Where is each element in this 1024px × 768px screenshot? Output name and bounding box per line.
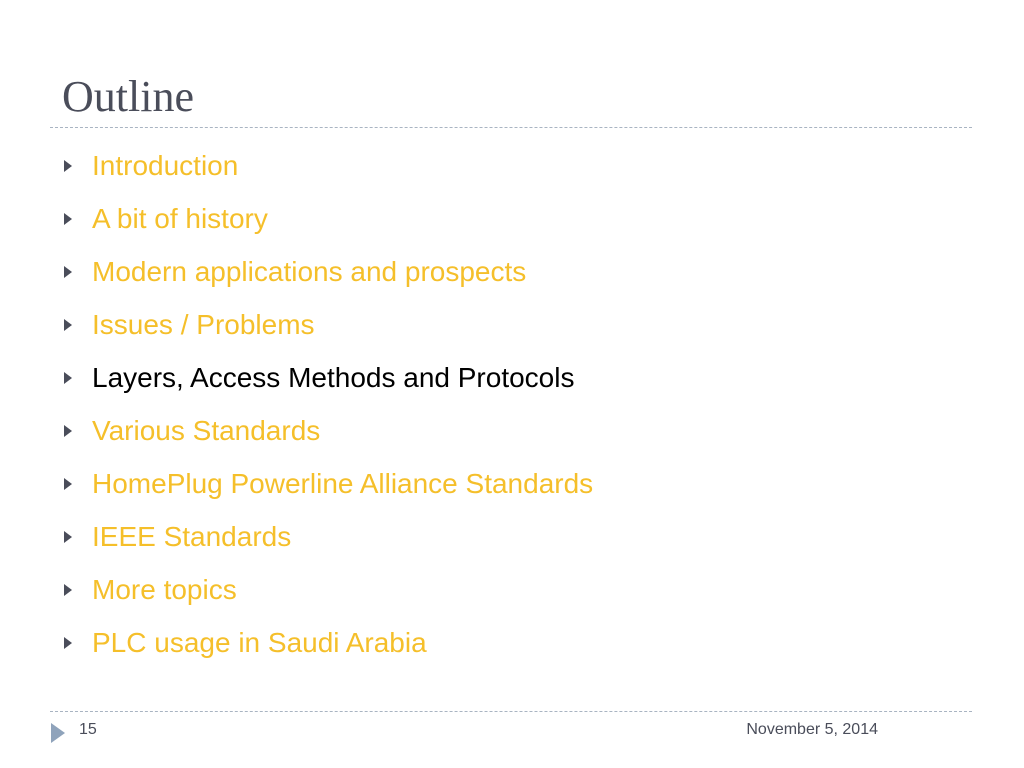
triangle-bullet-icon <box>64 160 72 172</box>
footer-arrow-icon <box>51 723 65 743</box>
outline-item-introduction <box>62 139 593 192</box>
outline-item-label: Introduction <box>92 149 239 181</box>
triangle-bullet-icon <box>64 584 72 596</box>
outline-item-applications <box>62 245 593 298</box>
triangle-bullet-icon <box>64 319 72 331</box>
outline-item-standards <box>62 404 593 457</box>
triangle-bullet-icon <box>64 478 72 490</box>
triangle-bullet-icon <box>64 637 72 649</box>
outline-item-saudi-arabia <box>62 616 593 669</box>
footer-divider <box>50 711 972 712</box>
outline-item-label: Various Standards <box>92 414 321 446</box>
outline-list <box>62 139 593 669</box>
slide-number: 15 <box>79 721 97 738</box>
slide-date: November 5, 2014 <box>746 721 878 738</box>
outline-item-label: HomePlug Powerline Alliance Standards <box>92 467 594 499</box>
triangle-bullet-icon <box>64 372 72 384</box>
triangle-bullet-icon <box>64 266 72 278</box>
triangle-bullet-icon <box>64 425 72 437</box>
outline-item-label: A bit of history <box>92 202 268 234</box>
outline-item-label: Modern applications and prospects <box>92 255 527 287</box>
triangle-bullet-icon <box>64 531 72 543</box>
outline-item-label-current: Layers, Access Methods and Protocols <box>92 361 575 393</box>
outline-item-more-topics <box>62 563 593 616</box>
outline-item-layers <box>62 351 593 404</box>
slide-title: Outline <box>62 72 194 121</box>
outline-item-history <box>62 192 593 245</box>
outline-item-label: IEEE Standards <box>92 520 292 552</box>
outline-item-issues <box>62 298 593 351</box>
outline-item-label: More topics <box>92 573 237 605</box>
outline-item-label: Issues / Problems <box>92 308 315 340</box>
outline-item-ieee <box>62 510 593 563</box>
triangle-bullet-icon <box>64 213 72 225</box>
outline-item-homeplug <box>62 457 593 510</box>
outline-item-label: PLC usage in Saudi Arabia <box>92 626 427 658</box>
title-divider <box>50 127 972 128</box>
